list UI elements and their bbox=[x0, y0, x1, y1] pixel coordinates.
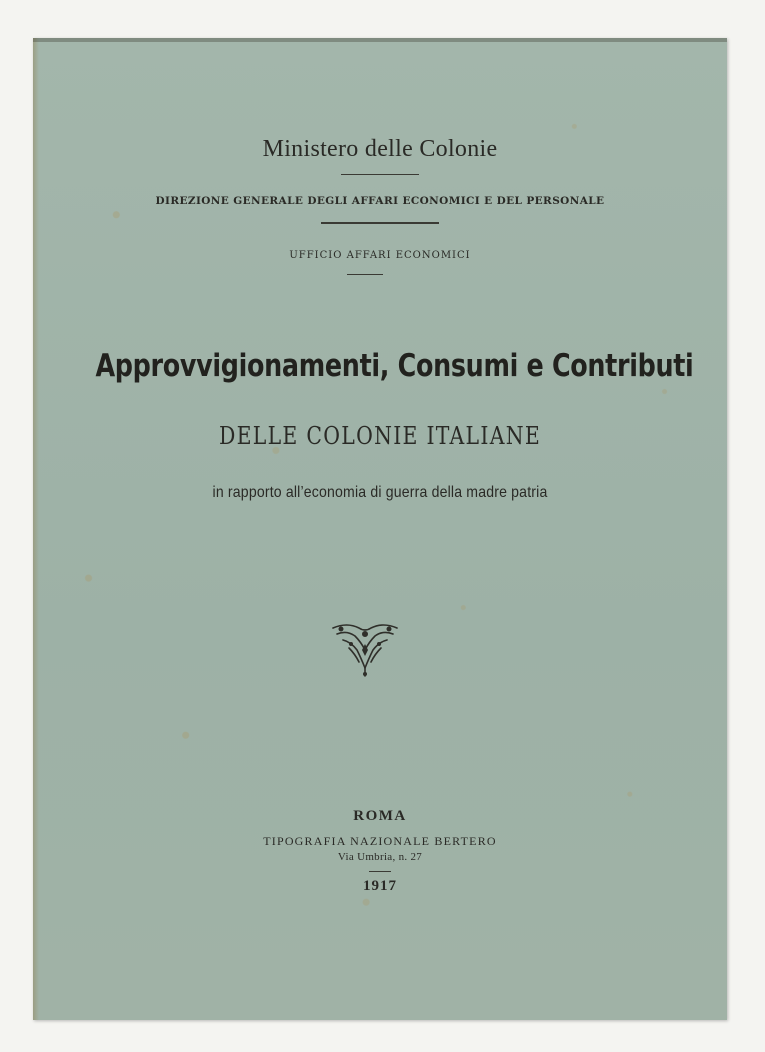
imprint-printer: TIPOGRAFIA NAZIONALE BERTERO bbox=[263, 834, 497, 848]
book-cover bbox=[33, 38, 727, 1020]
office-line: UFFICIO AFFARI ECONOMICI bbox=[289, 250, 471, 261]
ornamental-divider bbox=[321, 222, 439, 224]
direction-line: DIREZIONE GENERALE DEGLI AFFARI ECONOMICI E DEL PERSONALE bbox=[155, 195, 605, 207]
book-title: Approvvigionamenti, Consumi e Contributi bbox=[95, 348, 694, 384]
book-subline: in rapporto all’economia di guerra della madre patria bbox=[212, 484, 548, 501]
imprint-place: ROMA bbox=[353, 808, 407, 824]
ministry-name: Ministero delle Colonie bbox=[262, 136, 498, 162]
divider-rule-office bbox=[347, 274, 383, 275]
book-subtitle: DELLE COLONIE ITALIANE bbox=[218, 422, 542, 450]
floral-vignette-icon bbox=[329, 620, 401, 678]
divider-rule-imprint bbox=[369, 871, 391, 872]
divider-rule-top bbox=[341, 174, 419, 175]
imprint-address: Via Umbria, n. 27 bbox=[337, 851, 423, 863]
imprint-year: 1917 bbox=[363, 878, 397, 894]
